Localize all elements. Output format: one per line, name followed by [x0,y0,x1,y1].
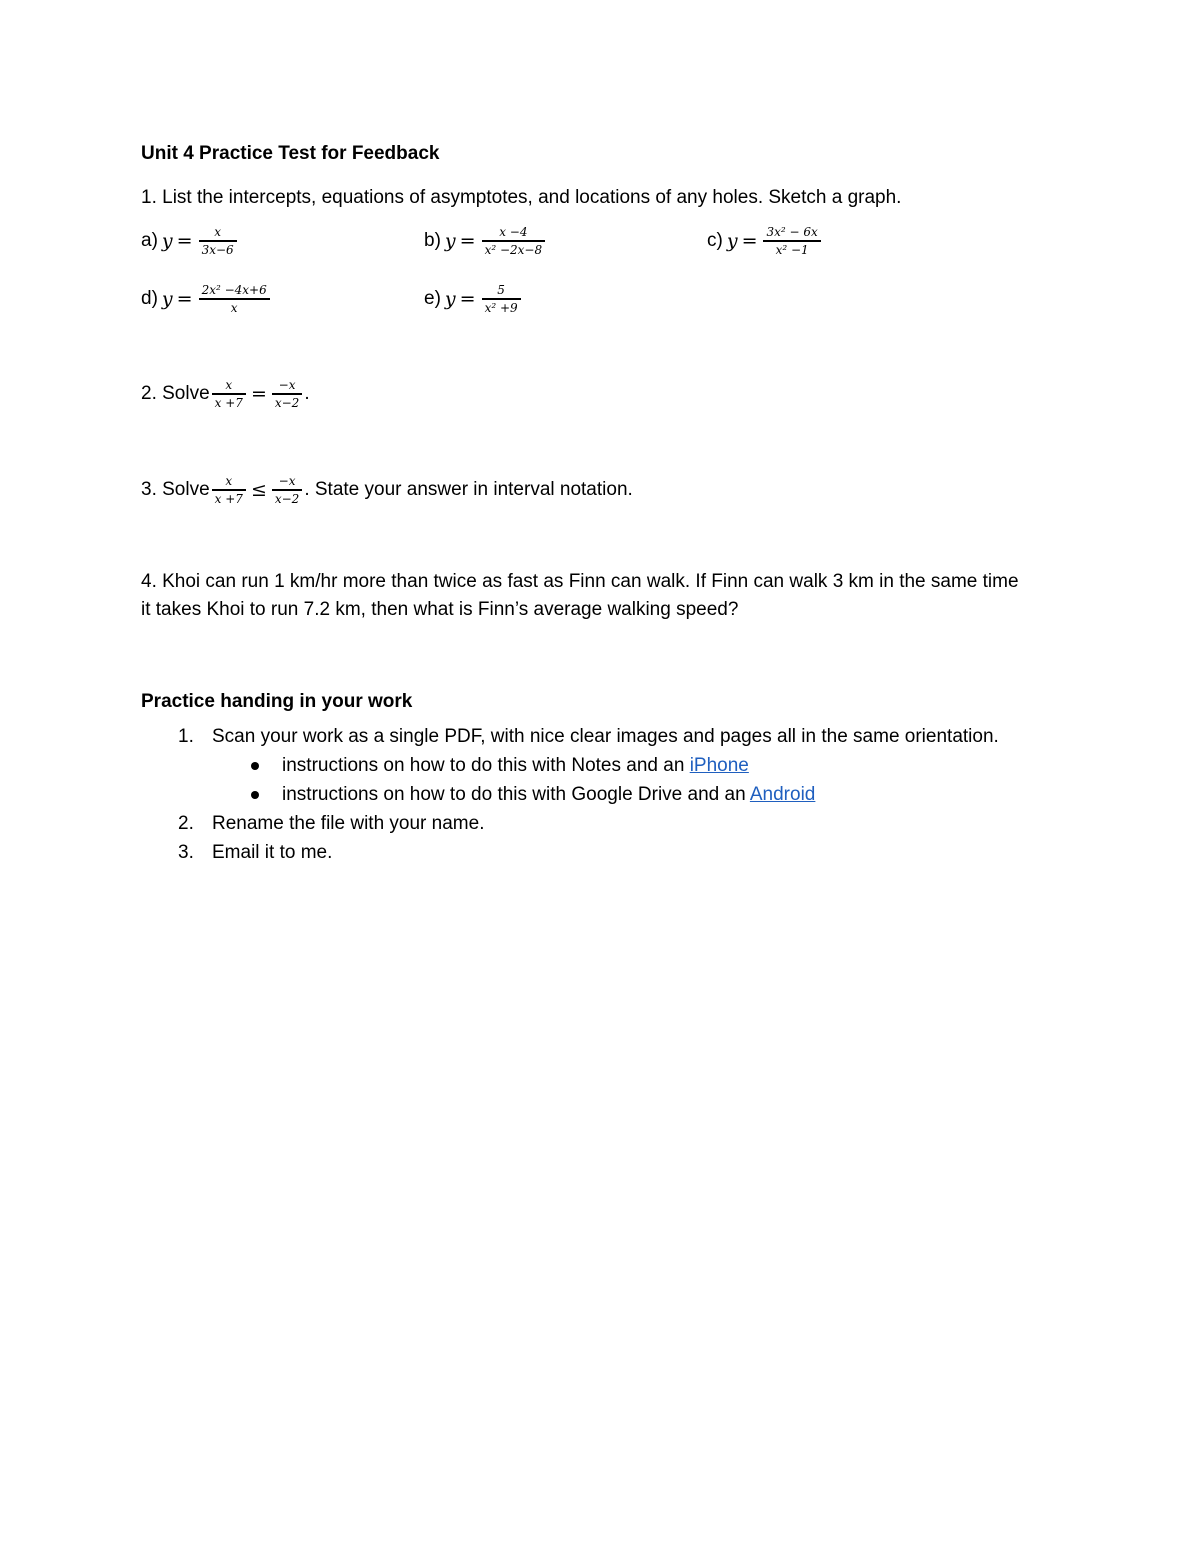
q2-left-fraction: $\frac{x}{x +7}$ [212,378,246,410]
question-1-row-2 [141,270,1061,328]
part-b: b) y = $\frac{x -4}{\text{x² −2x−8}}$ [424,225,707,257]
fraction-c: $\frac{\text{3x² − 6x}}{\text{x² −1}}$ [763,225,820,257]
page-title: Unit 4 Practice Test for Feedback [141,143,440,164]
part-a: a) y = $\frac{x}{3x-6}$ [141,225,424,257]
list-item: instructions on how to do this with Notes and an iPhone [141,751,1061,780]
q3-right-fraction: $\frac{-x}{x-2}$ [272,474,302,506]
handin-section-title: Practice handing in your work [141,691,413,712]
bullet-icon [251,762,259,770]
question-2: 2. Solve $\frac{x}{x +7}$ = $\frac{-x}{x-2}$ . [141,378,310,410]
question-1-row-1 [141,212,1061,270]
list-item: 2. Rename the file with your name. [178,813,485,834]
fraction-e: $\frac{5}{\text{x² +9}}$ [482,283,521,315]
q3-left-fraction: $\frac{x}{x +7}$ [212,474,246,506]
part-d: d) y = $\frac{\text{2x² −4x+6}}{x}$ [141,283,424,315]
fraction-d: $\frac{\text{2x² −4x+6}}{x}$ [199,283,270,315]
iphone-link[interactable]: iPhone [689,755,749,776]
handin-steps [141,722,1061,751]
question-3: 3. Solve $\frac{x}{x +7}$ ≤ $\frac{-x}{x-2}$ . State your answer in interval notation. [141,474,633,506]
question-1-text: 1. List the intercepts, equations of asymptotes, and locations of any holes. Sketch a graph. [141,187,902,208]
list-item: 3. Email it to me. [178,842,333,863]
part-c: c) y = $\frac{\text{3x² − 6x}}{\text{x² −1}}$ [707,225,1007,257]
fraction-b: $\frac{x -4}{\text{x² −2x−8}}$ [482,225,546,257]
q2-right-fraction: $\frac{-x}{x-2}$ [272,378,302,410]
question-4: 4. Khoi can run 1 km/hr more than twice as fast as Finn can walk. If Finn can walk 3 km in the same time it takes Khoi to run 7.2 km, then what is Finn’s average walking speed? [141,571,1019,620]
handin-sub-list [141,751,1061,809]
list-item: instructions on how to do this with Google Drive and an Android [141,780,1061,809]
fraction-a: $\frac{x}{3x-6}$ [199,225,237,257]
android-link[interactable]: Android [749,784,816,805]
part-e: e) y = $\frac{5}{\text{x² +9}}$ [424,283,707,315]
bullet-icon [251,791,259,799]
list-item: 1. Scan your work as a single PDF, with nice clear images and pages all in the same orientation. [178,726,999,747]
document-page [141,138,1061,867]
handin-steps-continued [141,809,1061,867]
